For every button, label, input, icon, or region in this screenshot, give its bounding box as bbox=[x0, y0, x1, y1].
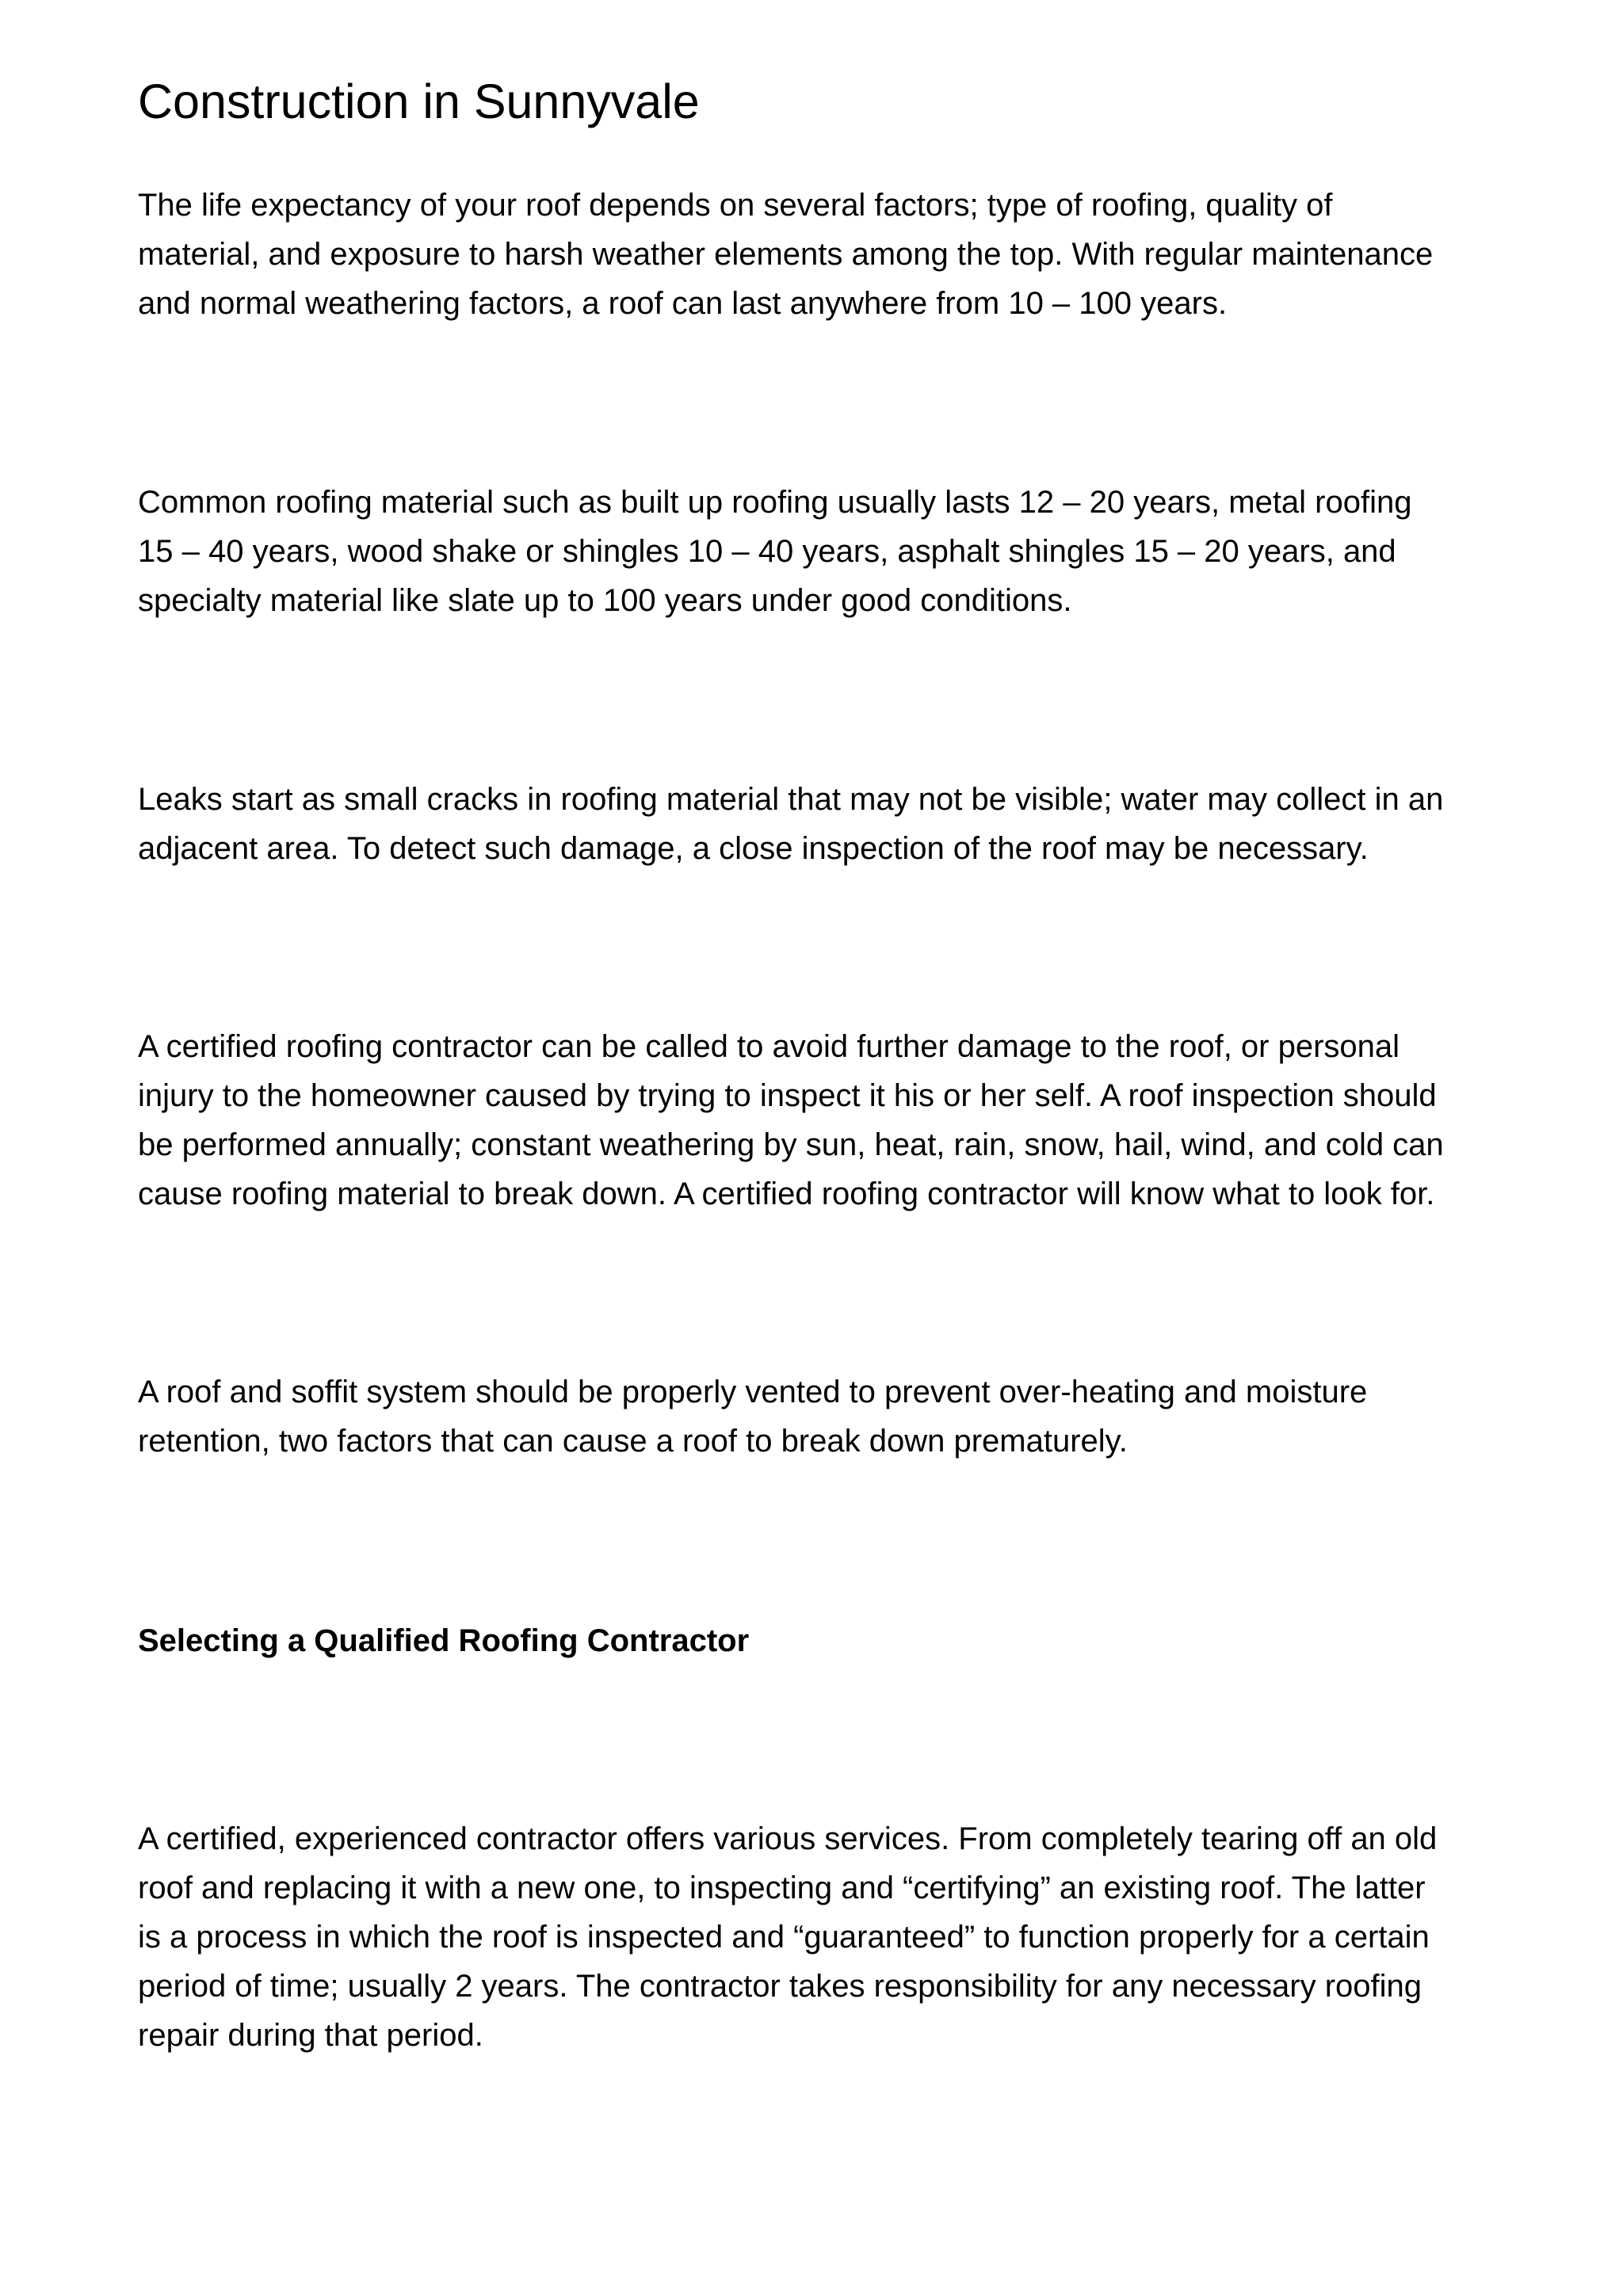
paragraph-line: injury to the homeowner caused by trying to inspect it his or her self. A roof inspection should bbox=[138, 1078, 1437, 1113]
paragraph-line: repair during that period. bbox=[138, 2018, 483, 2053]
paragraph-contractor-services bbox=[138, 1814, 1437, 2060]
paragraph-line: cause roofing material to break down. A certified roofing contractor will know what to look for. bbox=[138, 1177, 1435, 1211]
paragraph-line: roof and replacing it with a new one, to inspecting and “certifying” an existing roof. The latter bbox=[138, 1871, 1426, 1905]
paragraph-line: Common roofing material such as built up roofing usually lasts 12 – 20 years, metal roofing bbox=[138, 485, 1412, 520]
paragraph-line: Leaks start as small cracks in roofing material that may not be visible; water may collect in an bbox=[138, 782, 1444, 817]
paragraph-line: and normal weathering factors, a roof can last anywhere from 10 – 100 years. bbox=[138, 286, 1228, 321]
paragraph-line: The life expectancy of your roof depends on several factors; type of roofing, quality of bbox=[138, 188, 1333, 223]
paragraph-line: specialty material like slate up to 100 years under good conditions. bbox=[138, 583, 1072, 618]
paragraph-line: A certified, experienced contractor offers various services. From completely tearing off an old bbox=[138, 1821, 1438, 1856]
paragraph-roofing-materials bbox=[138, 478, 1411, 625]
page-title: Construction in Sunnyvale bbox=[138, 74, 700, 128]
paragraph-line: A certified roofing contractor can be called to avoid further damage to the roof, or personal bbox=[138, 1029, 1400, 1064]
paragraph-line: is a process in which the roof is inspected and “guaranteed” to function properly for a certain bbox=[138, 1920, 1430, 1955]
paragraph-leaks bbox=[138, 775, 1443, 873]
paragraph-line: material, and exposure to harsh weather elements among the top. With regular maintenance bbox=[138, 237, 1434, 272]
paragraph-line: A roof and soffit system should be properly vented to prevent over-heating and moisture bbox=[138, 1375, 1368, 1409]
paragraph-line: retention, two factors that can cause a roof to break down prematurely. bbox=[138, 1424, 1128, 1459]
paragraph-ventilation bbox=[138, 1367, 1367, 1466]
section-heading: Selecting a Qualified Roofing Contractor bbox=[138, 1623, 750, 1658]
paragraph-line: period of time; usually 2 years. The contractor takes responsibility for any necessary roofing bbox=[138, 1969, 1423, 2004]
paragraph-roof-life-expectancy bbox=[138, 181, 1433, 328]
paragraph-certified-contractor bbox=[138, 1022, 1444, 1219]
paragraph-line: adjacent area. To detect such damage, a close inspection of the roof may be necessary. bbox=[138, 831, 1369, 866]
paragraph-line: 15 – 40 years, wood shake or shingles 10 – 40 years, asphalt shingles 15 – 20 years, and bbox=[138, 534, 1396, 569]
paragraph-line: be performed annually; constant weathering by sun, heat, rain, snow, hail, wind, and cold can bbox=[138, 1127, 1444, 1162]
